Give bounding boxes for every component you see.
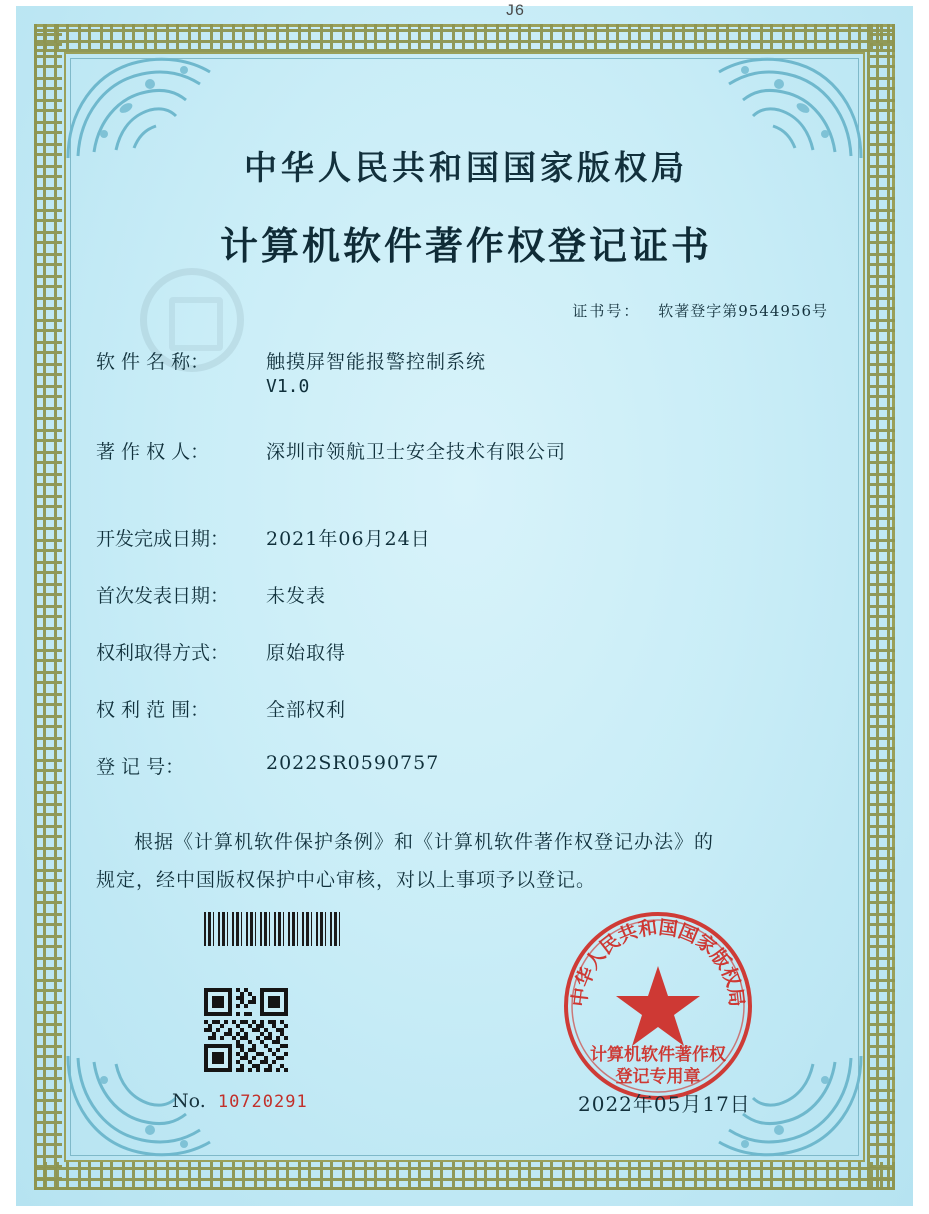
rights-scope-value: 全部权利 — [266, 699, 347, 721]
border-pattern-left — [34, 24, 62, 1190]
issue-date: 2022年05月17日 — [578, 1092, 751, 1116]
field-label: 权利取得方式： — [96, 642, 230, 664]
official-seal-icon — [560, 908, 756, 1104]
development-date-value: 2021年06月24日 — [266, 528, 431, 550]
first-publication-date-value: 未发表 — [266, 585, 327, 607]
border-pattern-top — [34, 24, 895, 52]
field-label: 首次发表日期： — [96, 585, 230, 607]
field-value — [266, 347, 836, 397]
field-development-date — [96, 524, 836, 551]
issuer-title: 中华人民共和国国家版权局 — [244, 148, 688, 187]
software-version-value: V1.0 — [266, 376, 310, 397]
field-first-publication-date — [96, 581, 836, 608]
copyright-owner-value: 深圳市领航卫士安全技术有限公司 — [266, 441, 567, 463]
statement-line-1: 根据《计算机软件保护条例》和《计算机软件著作权登记办法》的 — [134, 831, 715, 853]
serial-value: 10720291 — [217, 1092, 308, 1112]
field-rights-acquisition — [96, 638, 836, 665]
crop-mark: J6 — [505, 2, 525, 20]
software-name-value: 触摸屏智能报警控制系统 — [266, 351, 487, 373]
barcode-icon — [204, 912, 342, 946]
page-title: 计算机软件著作权登记证书 — [219, 223, 712, 268]
field-label: 著 作 权 人： — [96, 441, 210, 463]
serial-label: No. — [172, 1090, 206, 1112]
certificate-number-label: 证书号： — [572, 302, 641, 320]
field-copyright-owner — [96, 437, 836, 464]
field-rights-scope — [96, 695, 836, 722]
statement-paragraph — [96, 823, 836, 899]
certificate-content — [96, 120, 836, 899]
seal-line-2: 登记专用章 — [615, 1067, 701, 1087]
field-label: 登 记 号： — [96, 756, 185, 778]
registration-number-value: 2022SR0590757 — [266, 752, 440, 774]
field-label: 软 件 名 称： — [96, 351, 210, 373]
seal-outer-text: 中华人民共和国国家版权局 — [568, 916, 748, 1008]
qr-code-icon — [204, 988, 288, 1072]
border-pattern-bottom — [34, 1162, 895, 1190]
seal-line-1: 计算机软件著作权 — [590, 1045, 726, 1065]
border-pattern-right — [867, 24, 895, 1190]
field-label: 开发完成日期： — [96, 528, 230, 550]
statement-line-2: 规定，经中国版权保护中心审核，对以上事项予以登记。 — [96, 869, 597, 891]
certificate-number-value: 软著登字第9544956号 — [658, 302, 828, 320]
field-software-name — [96, 347, 836, 397]
field-label: 权 利 范 围： — [96, 699, 210, 721]
field-registration-number — [96, 752, 836, 779]
certificate-number-row — [96, 300, 836, 321]
rights-acquisition-value: 原始取得 — [266, 642, 347, 664]
serial-number-row — [172, 1090, 308, 1112]
